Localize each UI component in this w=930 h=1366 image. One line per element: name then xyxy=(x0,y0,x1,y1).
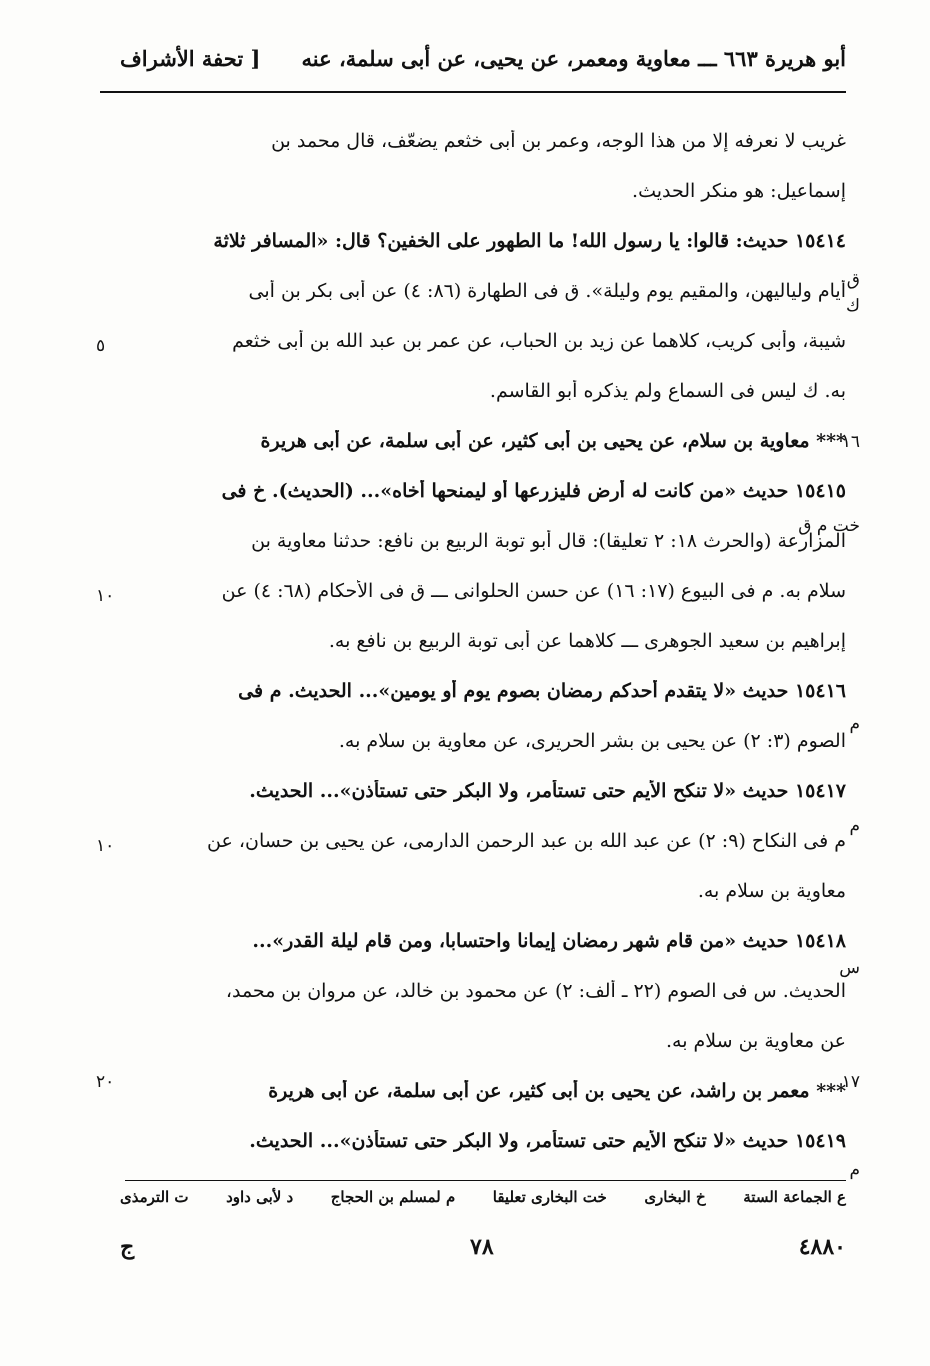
isnad-heading: *** معاوية بن سلام، عن يحيى بن أبى كثير، عن أبى سلمة، عن أبى هريرة xyxy=(260,430,846,452)
margin-siglum: ١٧ xyxy=(841,1072,860,1092)
text-line: سلام به. م فى البيوع (١٧: ١٦) عن حسن الحلوانى ـــ ق فى الأحكام (٦٨: ٤) عن xyxy=(221,580,846,602)
text-line: الصوم (٣: ٢) عن يحيى بن بشر الحريرى، عن معاوية بن سلام به. xyxy=(338,730,846,752)
hadith-15415: ١٥٤١٥ حديث «من كانت له أرض فليزرعها أو ليمنحها أخاه»... (الحديث). خ فى xyxy=(221,480,846,502)
line-number-marker: ٢٠ xyxy=(96,1072,115,1092)
text-line: الحديث. س فى الصوم (٢٢ ـ ألف: ٢) عن محمود بن خالد، عن مروان بن محمد، xyxy=(225,980,846,1002)
text-line: أيام ولياليهن، والمقيم يوم وليلة». ق فى الطهارة (٨٦: ٤) عن أبى بكر بن أبى xyxy=(248,280,846,302)
margin-siglum: ١٦ xyxy=(841,432,860,452)
abbr-item: خت البخارى تعليقا xyxy=(492,1188,607,1206)
margin-siglum: س xyxy=(839,958,860,978)
text-line: إبراهيم بن سعيد الجوهرى ـــ كلاهما عن أبى توبة الربيع بن نافع به. xyxy=(328,630,846,652)
sheet-number: ٤٨٨٠ xyxy=(798,1234,846,1260)
text-line: م فى النكاح (٩: ٢) عن عبد الله بن عبد الرحمن الدارمى، عن يحيى بن حسان، عن xyxy=(207,830,846,852)
line-number-marker: ١٠ xyxy=(96,586,115,606)
abbr-item: م لمسلم بن الحجاج xyxy=(330,1188,456,1206)
text-line: المزارعة (والحرث ١٨: ٢ تعليقا): قال أبو توبة الربيع بن نافع: حدثنا معاوية بن xyxy=(251,530,846,552)
text-line: عن معاوية بن سلام به. xyxy=(665,1030,846,1052)
header-rule xyxy=(100,91,846,93)
volume-signature: ج xyxy=(120,1234,135,1260)
footer-rule xyxy=(125,1180,846,1181)
margin-siglum: ك xyxy=(845,296,860,316)
text-line: به. ك ليس فى السماع ولم يذكره أبو القاسم. xyxy=(489,380,846,402)
hadith-15414: ١٥٤١٤ حديث: قالوا: يا رسول الله! ما الطهور على الخفين؟ قال: «المسافر ثلاثة xyxy=(213,230,846,252)
line-number-marker: ١٠ xyxy=(96,836,115,856)
abbr-item: د لأبى داود xyxy=(226,1188,294,1206)
margin-siglum: م xyxy=(849,816,860,836)
running-header xyxy=(120,46,846,86)
abbr-item: خ البخارى xyxy=(644,1188,706,1206)
abbr-item: ت الترمذى xyxy=(120,1188,189,1206)
margin-siglum: ق xyxy=(846,270,860,290)
line-number-marker: ٥ xyxy=(96,336,106,356)
text-line: معاوية بن سلام به. xyxy=(697,880,846,902)
abbreviation-key xyxy=(120,1188,846,1206)
text-line: شيبة، وأبى كريب، كلاهما عن زيد بن الحباب، عن عمر بن عبد الله بن أبى خثعم xyxy=(232,330,846,352)
text-line: غريب لا نعرفه إلا من هذا الوجه، وعمر بن أبى خثعم يضعّف، قال محمد بن xyxy=(271,130,846,152)
header-title: أبو هريرة ٦٦٣ ـــ معاوية ومعمر، عن يحيى، عن أبى سلمة، عنه xyxy=(301,46,846,71)
text-line: إسماعيل: هو منكر الحديث. xyxy=(632,180,846,202)
hadith-15419: ١٥٤١٩ حديث «لا تنكح الأيم حتى تستأمر، ولا البكر حتى تستأذن»... الحديث. xyxy=(249,1130,846,1152)
header-book-title: [ تحفة الأشراف xyxy=(120,46,261,71)
margin-siglum: م xyxy=(849,714,860,734)
abbr-item: ع الجماعة الستة xyxy=(743,1188,846,1206)
page-number: ٧٨ xyxy=(470,1234,494,1260)
hadith-15416: ١٥٤١٦ حديث «لا يتقدم أحدكم رمضان بصوم يوم أو يومين»... الحديث. م فى xyxy=(238,680,846,702)
margin-siglum: خت م ق xyxy=(798,516,860,536)
hadith-15417: ١٥٤١٧ حديث «لا تنكح الأيم حتى تستأمر، ولا البكر حتى تستأذن»... الحديث. xyxy=(249,780,846,802)
margin-siglum: م xyxy=(849,1160,860,1180)
hadith-15418: ١٥٤١٨ حديث «من قام شهر رمضان إيمانا واحتسابا، ومن قام ليلة القدر»... xyxy=(252,930,846,952)
isnad-heading: *** معمر بن راشد، عن يحيى بن أبى كثير، عن أبى سلمة، عن أبى هريرة xyxy=(268,1080,846,1102)
